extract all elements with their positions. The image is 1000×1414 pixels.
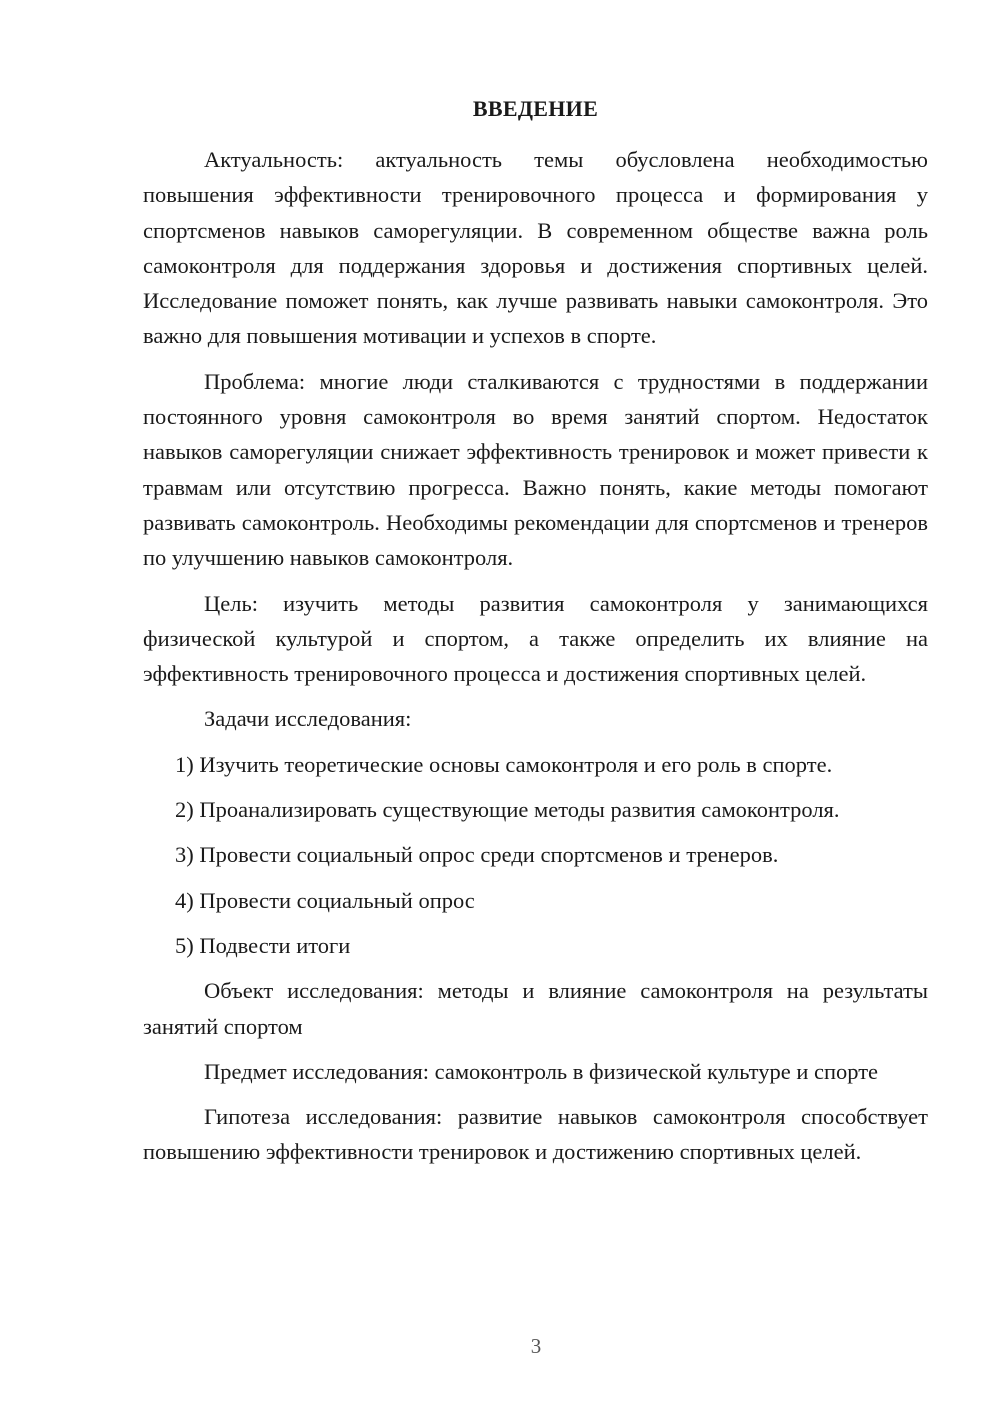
document-body xyxy=(143,142,928,1180)
hypothesis-paragraph: Гипотеза исследования: развитие навыков самоконтроля способствует повышению эффективности тренировок и достижению спортивных целей. xyxy=(143,1104,928,1165)
page-title: ВВЕДЕНИЕ xyxy=(472,96,599,121)
tasks-list xyxy=(143,747,928,963)
object-paragraph: Объект исследования: методы и влияние самоконтроля на результаты занятий спортом xyxy=(143,978,928,1039)
relevance-paragraph: Актуальность: актуальность темы обусловлена необходимостью повышения эффективности тренировочного процесса и формирования у спортсменов навыков саморегуляции. В современном обществе важна роль самоконтроля для поддержания здоровья и достижения спортивных целей. Исследование поможет понять, как лучше развивать навыки самоконтроля. Это важно для повышения мотивации и успехов в спорте. xyxy=(143,147,928,349)
list-item: 4) Провести социальный опрос xyxy=(175,887,475,913)
list-item: 5) Подвести итоги xyxy=(175,932,351,958)
page-number: 3 xyxy=(530,1334,542,1358)
list-item: 3) Провести социальный опрос среди спортсменов и тренеров. xyxy=(175,842,779,868)
subject-paragraph: Предмет исследования: самоконтроль в физической культуре и спорте xyxy=(204,1058,879,1084)
tasks-heading: Задачи исследования: xyxy=(204,706,412,732)
goal-paragraph: Цель: изучить методы развития самоконтроля у занимающихся физической культурой и спортом, а также определить их влияние на эффективность тренировочного процесса и достижения спортивных целей. xyxy=(143,590,928,687)
list-item: 1) Изучить теоретические основы самоконтроля и его роль в спорте. xyxy=(175,751,833,777)
list-item: 2) Проанализировать существующие методы развития самоконтроля. xyxy=(175,797,840,823)
problem-paragraph: Проблема: многие люди сталкиваются с трудностями в поддержании постоянного уровня самоконтроля во время занятий спортом. Недостаток навыков саморегуляции снижает эффективность тренировок и может привести к травмам или отсутствию прогресса. Важно понять, какие методы помогают развивать самоконтроль. Необходимы рекомендации для спортсменов и тренеров по улучшению навыков самоконтроля. xyxy=(143,368,928,571)
